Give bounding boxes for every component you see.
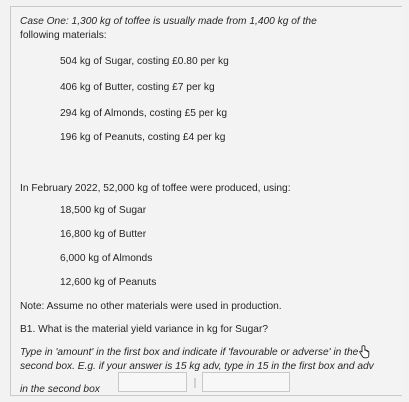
material-item-peanuts: 196 kg of Peanuts, costing £4 per kg [60,132,226,143]
usage-item-almonds: 6,000 kg of Almonds [60,253,153,264]
usage-item-sugar: 18,500 kg of Sugar [60,205,147,216]
instruction-line1: Type in 'amount' in the first box and indicate if 'favourable or adverse' in the [20,347,359,358]
hand-pointer-icon [358,345,370,359]
question-card [10,6,402,396]
material-item-sugar: 504 kg of Sugar, costing £0.80 per kg [60,56,229,67]
amount-input[interactable] [118,372,187,392]
case-intro-line2: following materials: [20,30,107,41]
usage-item-peanuts: 12,600 kg of Peanuts [60,277,157,288]
direction-input[interactable] [202,372,290,392]
material-item-almonds: 294 kg of Almonds, costing £5 per kg [60,108,228,119]
instruction-line3: in the second box [20,384,100,395]
production-intro: In February 2022, 52,000 kg of toffee were produced, using: [20,183,291,194]
input-separator [194,378,196,388]
material-item-butter: 406 kg of Butter, costing £7 per kg [60,82,215,93]
note-text: Note: Assume no other materials were used in production. [20,301,282,312]
question-prompt: B1. What is the material yield variance in kg for Sugar? [20,324,269,335]
usage-item-butter: 16,800 kg of Butter [60,229,147,240]
instruction-line2: second box. E.g. if your answer is 15 kg adv, type in 15 in the first box and adv [20,361,374,372]
case-intro-line1: Case One: 1,300 kg of toffee is usually made from 1,400 kg of the [20,16,317,27]
